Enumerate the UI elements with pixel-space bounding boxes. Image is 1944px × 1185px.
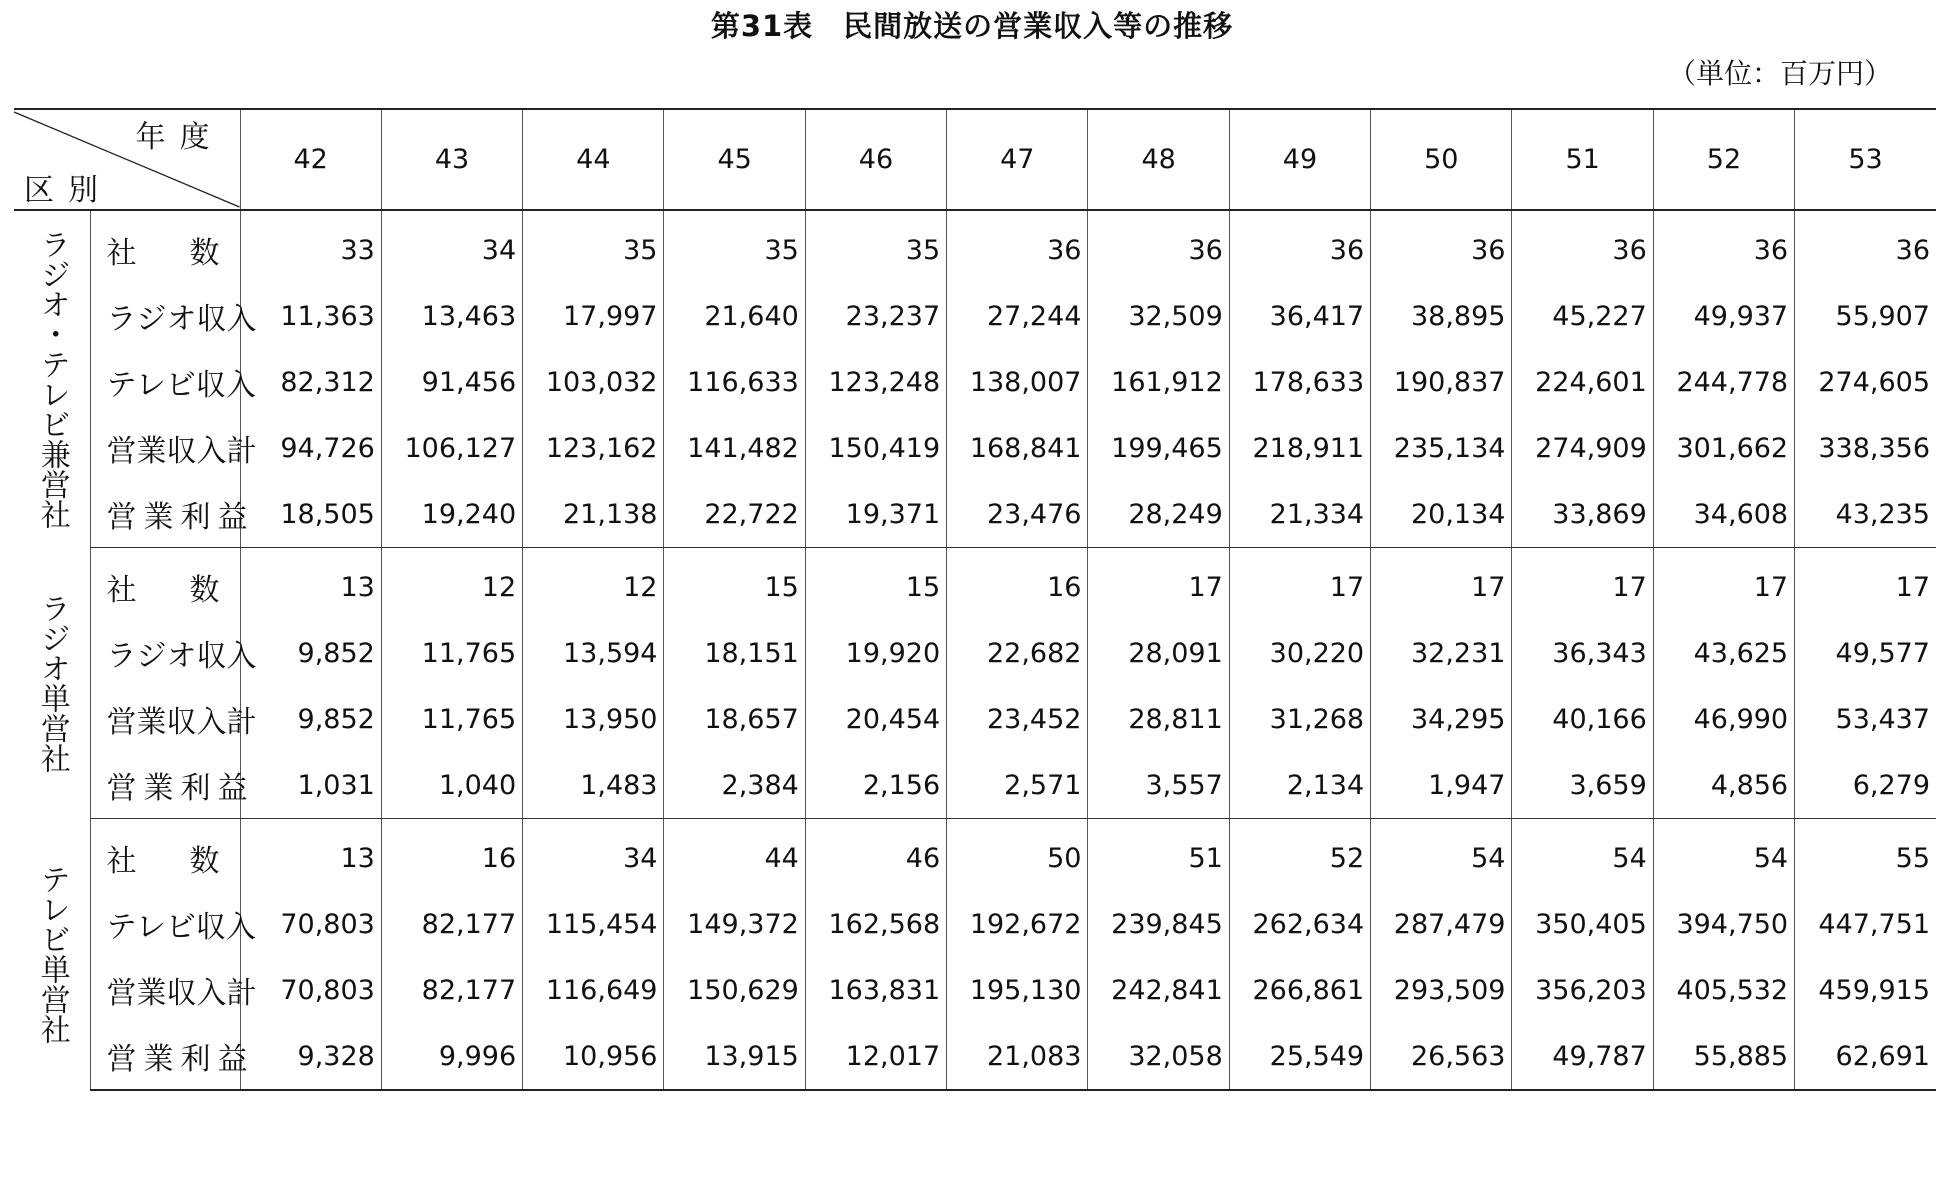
table-cell: 192,672 <box>947 891 1088 957</box>
table-cell: 2,156 <box>805 752 946 819</box>
table-cell: 242,841 <box>1088 957 1229 1023</box>
table-cell: 94,726 <box>240 415 381 481</box>
table-cell: 13,594 <box>523 620 664 686</box>
table-cell: 43,235 <box>1795 481 1936 548</box>
table-cell: 19,920 <box>805 620 946 686</box>
header-year-44: 44 <box>523 109 664 210</box>
table-cell: 49,577 <box>1795 620 1936 686</box>
table-cell: 224,601 <box>1512 349 1653 415</box>
table-cell: 20,454 <box>805 686 946 752</box>
row-label-char: 数 <box>189 573 220 608</box>
table-cell: 91,456 <box>381 349 522 415</box>
header-category-label: 区別 <box>24 173 112 208</box>
row-label-char: 数 <box>189 236 220 271</box>
table-row <box>14 957 1936 1023</box>
table-cell: 103,032 <box>523 349 664 415</box>
table-cell: 4,856 <box>1653 752 1794 819</box>
table-cell: 150,419 <box>805 415 946 481</box>
table-cell: 32,509 <box>1088 283 1229 349</box>
table-cell: 18,505 <box>240 481 381 548</box>
table-cell: 338,356 <box>1795 415 1936 481</box>
table-cell: 244,778 <box>1653 349 1794 415</box>
table-cell: 54 <box>1371 819 1512 892</box>
table-cell: 18,151 <box>664 620 805 686</box>
table-cell: 55,885 <box>1653 1023 1794 1090</box>
table-cell: 350,405 <box>1512 891 1653 957</box>
table-cell: 44 <box>664 819 805 892</box>
table-cell: 28,091 <box>1088 620 1229 686</box>
table-cell: 21,083 <box>947 1023 1088 1090</box>
table-cell: 28,811 <box>1088 686 1229 752</box>
row-label: 営業収入計 <box>90 415 240 481</box>
table-row <box>14 548 1936 621</box>
table-cell: 19,371 <box>805 481 946 548</box>
table-cell: 190,837 <box>1371 349 1512 415</box>
table-cell: 115,454 <box>523 891 664 957</box>
table-cell: 266,861 <box>1229 957 1370 1023</box>
table-cell: 34 <box>523 819 664 892</box>
table-cell: 13,950 <box>523 686 664 752</box>
table-cell: 32,058 <box>1088 1023 1229 1090</box>
table-cell: 70,803 <box>240 891 381 957</box>
table-cell: 49,937 <box>1653 283 1794 349</box>
header-year-49: 49 <box>1229 109 1370 210</box>
table-cell: 178,633 <box>1229 349 1370 415</box>
header-year-53: 53 <box>1795 109 1936 210</box>
table-cell: 34,295 <box>1371 686 1512 752</box>
table-cell: 459,915 <box>1795 957 1936 1023</box>
table-cell: 6,279 <box>1795 752 1936 819</box>
table-cell: 447,751 <box>1795 891 1936 957</box>
row-label-char: 社 <box>106 236 137 271</box>
header-year-52: 52 <box>1653 109 1794 210</box>
table-cell: 394,750 <box>1653 891 1794 957</box>
table-cell: 33 <box>240 210 381 283</box>
table-cell: 17 <box>1229 548 1370 621</box>
table-cell: 20,134 <box>1371 481 1512 548</box>
table-cell: 11,765 <box>381 686 522 752</box>
table-cell: 43,625 <box>1653 620 1794 686</box>
table-cell: 293,509 <box>1371 957 1512 1023</box>
header-year-50: 50 <box>1371 109 1512 210</box>
table-cell: 274,909 <box>1512 415 1653 481</box>
table-cell: 138,007 <box>947 349 1088 415</box>
table-cell: 23,452 <box>947 686 1088 752</box>
row-label: 営業収入計 <box>90 957 240 1023</box>
row-label: 営業利益 <box>90 1023 240 1090</box>
table-cell: 15 <box>664 548 805 621</box>
table-cell: 13,915 <box>664 1023 805 1090</box>
table-cell: 15 <box>805 548 946 621</box>
header-year-43: 43 <box>381 109 522 210</box>
table-cell: 3,557 <box>1088 752 1229 819</box>
table-body <box>14 109 1936 1090</box>
table-cell: 11,363 <box>240 283 381 349</box>
table-cell: 45,227 <box>1512 283 1653 349</box>
table-cell: 21,640 <box>664 283 805 349</box>
table-row <box>14 210 1936 283</box>
table-cell: 34,608 <box>1653 481 1794 548</box>
table-cell: 55,907 <box>1795 283 1936 349</box>
row-label-text <box>107 836 234 880</box>
table-cell: 2,571 <box>947 752 1088 819</box>
header-year-47: 47 <box>947 109 1088 210</box>
table-cell: 195,130 <box>947 957 1088 1023</box>
table-cell: 235,134 <box>1371 415 1512 481</box>
table-row <box>14 415 1936 481</box>
row-label <box>90 819 240 892</box>
table-row <box>14 283 1936 349</box>
table-cell: 54 <box>1653 819 1794 892</box>
header-corner <box>14 109 240 210</box>
table-cell: 46,990 <box>1653 686 1794 752</box>
table-cell: 1,947 <box>1371 752 1512 819</box>
table-cell: 13,463 <box>381 283 522 349</box>
header-year-label: 年度 <box>135 120 224 155</box>
table-cell: 40,166 <box>1512 686 1653 752</box>
table-cell: 82,177 <box>381 891 522 957</box>
row-label-text <box>107 228 234 272</box>
table-cell: 13 <box>240 819 381 892</box>
table-cell: 2,134 <box>1229 752 1370 819</box>
table-cell: 31,268 <box>1229 686 1370 752</box>
table-cell: 32,231 <box>1371 620 1512 686</box>
table-cell: 36 <box>1795 210 1936 283</box>
table-cell: 35 <box>523 210 664 283</box>
table-cell: 356,203 <box>1512 957 1653 1023</box>
table-cell: 22,682 <box>947 620 1088 686</box>
table-cell: 9,852 <box>240 686 381 752</box>
table-cell: 52 <box>1229 819 1370 892</box>
table-cell: 1,031 <box>240 752 381 819</box>
table-cell: 3,659 <box>1512 752 1653 819</box>
table-cell: 70,803 <box>240 957 381 1023</box>
table-row <box>14 819 1936 892</box>
table-cell: 287,479 <box>1371 891 1512 957</box>
header-year-45: 45 <box>664 109 805 210</box>
table-cell: 35 <box>805 210 946 283</box>
table-cell: 51 <box>1088 819 1229 892</box>
table-row <box>14 686 1936 752</box>
table-cell: 36 <box>1512 210 1653 283</box>
table-row <box>14 752 1936 819</box>
group-label: ラジオ・テレビ兼営社 <box>34 229 70 530</box>
table-cell: 405,532 <box>1653 957 1794 1023</box>
header-year-51: 51 <box>1512 109 1653 210</box>
table-cell: 36 <box>1371 210 1512 283</box>
unit-label: （単位：百万円） <box>1667 57 1892 90</box>
table-cell: 1,040 <box>381 752 522 819</box>
row-label: ラジオ収入 <box>90 283 240 349</box>
table-cell: 163,831 <box>805 957 946 1023</box>
table-title: 第31表 民間放送の営業収入等の推移 <box>710 9 1234 43</box>
table-cell: 54 <box>1512 819 1653 892</box>
table-cell: 218,911 <box>1229 415 1370 481</box>
table-cell: 36 <box>1229 210 1370 283</box>
table-cell: 149,372 <box>664 891 805 957</box>
row-label-char: 社 <box>106 573 137 608</box>
table-cell: 36,417 <box>1229 283 1370 349</box>
table-cell: 141,482 <box>664 415 805 481</box>
table-cell: 106,127 <box>381 415 522 481</box>
row-label: テレビ収入 <box>90 891 240 957</box>
table-cell: 36 <box>1653 210 1794 283</box>
row-label <box>90 548 240 621</box>
table-cell: 82,177 <box>381 957 522 1023</box>
table-cell: 17,997 <box>523 283 664 349</box>
header-row <box>14 109 1936 210</box>
group-label: テレビ単営社 <box>34 864 70 1045</box>
row-label-text <box>107 565 234 609</box>
table-cell: 53,437 <box>1795 686 1936 752</box>
table-cell: 12 <box>523 548 664 621</box>
table-cell: 25,549 <box>1229 1023 1370 1090</box>
table-cell: 12,017 <box>805 1023 946 1090</box>
table-cell: 9,328 <box>240 1023 381 1090</box>
row-label-char: 社 <box>106 844 137 879</box>
table-row <box>14 1023 1936 1090</box>
row-label: 営業収入計 <box>90 686 240 752</box>
table-cell: 1,483 <box>523 752 664 819</box>
table-cell: 26,563 <box>1371 1023 1512 1090</box>
table-cell: 28,249 <box>1088 481 1229 548</box>
table-cell: 50 <box>947 819 1088 892</box>
table-cell: 262,634 <box>1229 891 1370 957</box>
row-label: ラジオ収入 <box>90 620 240 686</box>
header-year-48: 48 <box>1088 109 1229 210</box>
table-cell: 16 <box>947 548 1088 621</box>
table-cell: 10,956 <box>523 1023 664 1090</box>
table-row <box>14 891 1936 957</box>
table-cell: 9,852 <box>240 620 381 686</box>
table-cell: 21,334 <box>1229 481 1370 548</box>
table-cell: 274,605 <box>1795 349 1936 415</box>
table-cell: 35 <box>664 210 805 283</box>
table-cell: 123,162 <box>523 415 664 481</box>
table-cell: 13 <box>240 548 381 621</box>
table-cell: 82,312 <box>240 349 381 415</box>
header-year-46: 46 <box>805 109 946 210</box>
table-cell: 11,765 <box>381 620 522 686</box>
table-cell: 162,568 <box>805 891 946 957</box>
table-cell: 12 <box>381 548 522 621</box>
table-cell: 150,629 <box>664 957 805 1023</box>
table-cell: 36 <box>947 210 1088 283</box>
table-cell: 123,248 <box>805 349 946 415</box>
table-cell: 9,996 <box>381 1023 522 1090</box>
row-label: 営業利益 <box>90 752 240 819</box>
table-cell: 239,845 <box>1088 891 1229 957</box>
table-cell: 36 <box>1088 210 1229 283</box>
table-cell: 23,476 <box>947 481 1088 548</box>
table-cell: 2,384 <box>664 752 805 819</box>
row-label-char: 数 <box>189 844 220 879</box>
table-cell: 23,237 <box>805 283 946 349</box>
table-cell: 116,633 <box>664 349 805 415</box>
table-cell: 17 <box>1795 548 1936 621</box>
row-label <box>90 210 240 283</box>
table-cell: 116,649 <box>523 957 664 1023</box>
table-cell: 30,220 <box>1229 620 1370 686</box>
table-cell: 16 <box>381 819 522 892</box>
table-cell: 19,240 <box>381 481 522 548</box>
table-cell: 33,869 <box>1512 481 1653 548</box>
table-row <box>14 620 1936 686</box>
row-label: テレビ収入 <box>90 349 240 415</box>
table-row <box>14 349 1936 415</box>
table-cell: 161,912 <box>1088 349 1229 415</box>
table-cell: 49,787 <box>1512 1023 1653 1090</box>
header-year-42: 42 <box>240 109 381 210</box>
table-cell: 199,465 <box>1088 415 1229 481</box>
table-row <box>14 481 1936 548</box>
revenue-table <box>14 108 1936 1091</box>
table-cell: 168,841 <box>947 415 1088 481</box>
table-cell: 62,691 <box>1795 1023 1936 1090</box>
table-cell: 38,895 <box>1371 283 1512 349</box>
table-cell: 17 <box>1512 548 1653 621</box>
group-label: ラジオ単営社 <box>34 593 70 773</box>
table-cell: 46 <box>805 819 946 892</box>
table-cell: 17 <box>1653 548 1794 621</box>
table-cell: 17 <box>1088 548 1229 621</box>
table-cell: 22,722 <box>664 481 805 548</box>
row-label: 営業利益 <box>90 481 240 548</box>
table-cell: 55 <box>1795 819 1936 892</box>
table-cell: 17 <box>1371 548 1512 621</box>
table-cell: 301,662 <box>1653 415 1794 481</box>
table-cell: 21,138 <box>523 481 664 548</box>
table-cell: 27,244 <box>947 283 1088 349</box>
table-cell: 18,657 <box>664 686 805 752</box>
table-cell: 34 <box>381 210 522 283</box>
table-cell: 36,343 <box>1512 620 1653 686</box>
